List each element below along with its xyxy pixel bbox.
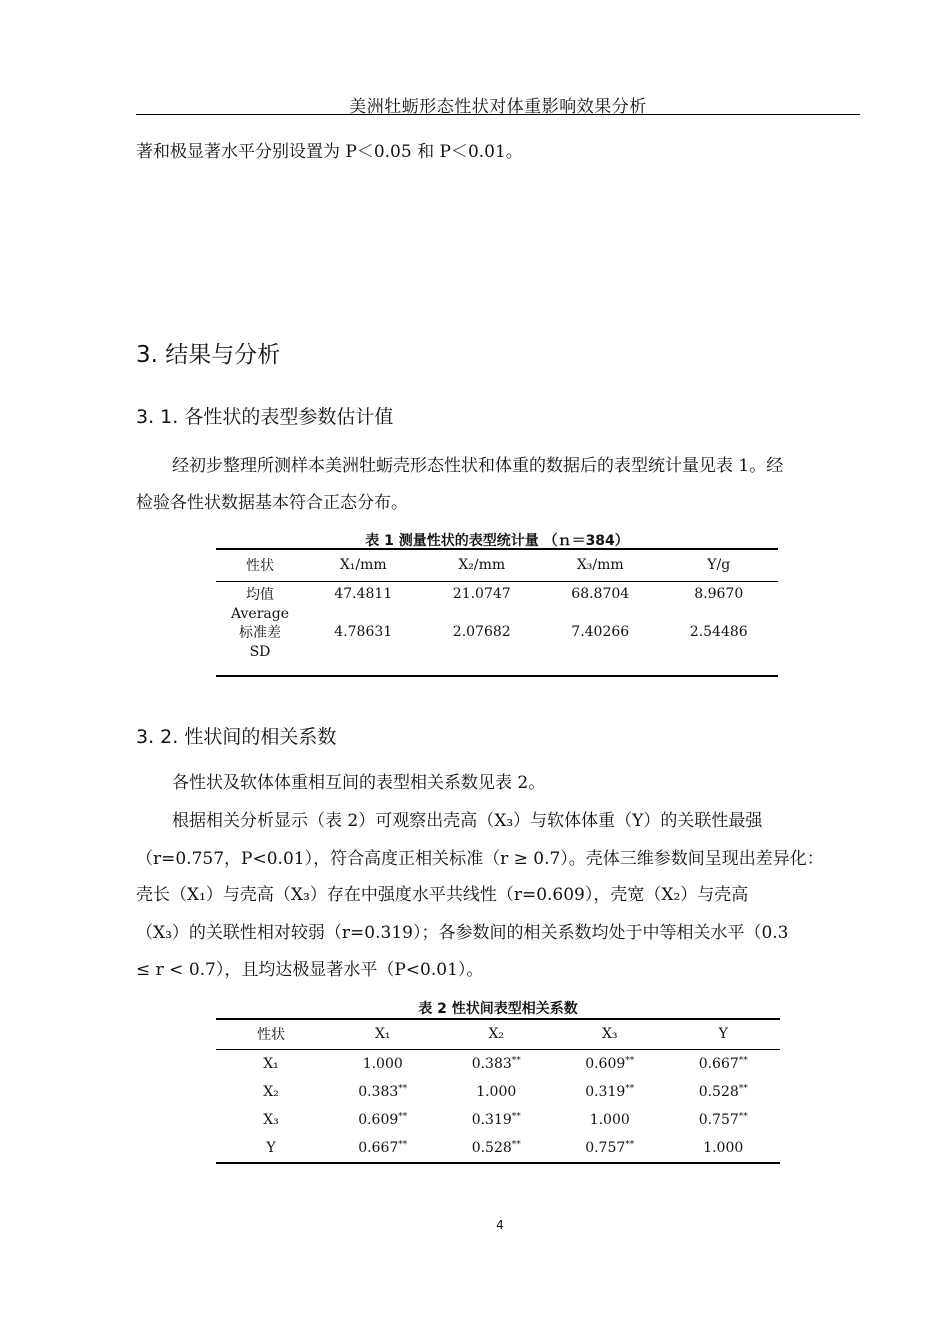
table-cell: 4.78631 bbox=[334, 623, 393, 640]
subsection-heading-3-1: 3. 1. 各性状的表型参数估计值 bbox=[136, 406, 394, 428]
table-cell: 21.0747 bbox=[452, 585, 511, 602]
table-cell: 0.609** bbox=[358, 1112, 408, 1129]
column-header: Y/g bbox=[707, 557, 731, 574]
paragraph-line: 经初步整理所测样本美洲牡蛎壳形态性状和体重的数据后的表型统计量见表 1。经 bbox=[172, 456, 784, 476]
table-cell: 0.609** bbox=[585, 1055, 635, 1072]
table-row bbox=[216, 581, 778, 624]
column-header: X₂/mm bbox=[458, 557, 506, 574]
section-heading: 3. 结果与分析 bbox=[136, 342, 281, 368]
table-row bbox=[216, 1135, 780, 1164]
column-header: X₁ bbox=[374, 1026, 391, 1043]
table-cell: 0.319** bbox=[471, 1112, 521, 1129]
table2-correlation-matrix bbox=[216, 1018, 780, 1164]
table-cell: 0.528** bbox=[471, 1140, 521, 1157]
significance-mark: ** bbox=[738, 1055, 748, 1066]
table-cell: 1.000 bbox=[362, 1055, 403, 1072]
significance-mark: ** bbox=[738, 1083, 748, 1094]
paragraph-line: （X₃）的关联性相对较弱（r=0.319）；各参数间的相关系数均处于中等相关水平（0.3 bbox=[136, 923, 789, 943]
table-header-row bbox=[216, 1019, 780, 1049]
column-header: 性状 bbox=[246, 558, 274, 575]
significance-mark: ** bbox=[511, 1055, 521, 1066]
column-header: Y bbox=[718, 1026, 728, 1043]
table-cell: 1.000 bbox=[476, 1083, 517, 1100]
table-row bbox=[216, 1078, 780, 1107]
table-cell: 0.667** bbox=[358, 1140, 408, 1157]
significance-mark: ** bbox=[625, 1083, 635, 1094]
paragraph-line: （r=0.757，P<0.01），符合高度正相关标准（r ≥ 0.7）。壳体三维参数间呈现出差异化： bbox=[136, 849, 824, 869]
table-cell: 68.8704 bbox=[571, 585, 630, 602]
page-number: 4 bbox=[496, 1218, 504, 1232]
table-row bbox=[216, 1106, 780, 1135]
table-cell: 1.000 bbox=[703, 1140, 744, 1157]
table-cell: 0.667** bbox=[698, 1055, 748, 1072]
table-cell: 8.9670 bbox=[694, 585, 744, 602]
table-cell: 0.757** bbox=[585, 1140, 635, 1157]
table-cell: 0.383** bbox=[471, 1055, 521, 1072]
significance-mark: ** bbox=[511, 1112, 521, 1123]
table-cell: 1.000 bbox=[589, 1112, 630, 1129]
row-label-cn: 均值 bbox=[246, 586, 274, 603]
table-cell: 2.07682 bbox=[452, 623, 511, 640]
column-header: X₃/mm bbox=[576, 557, 624, 574]
table1-caption: 表 1 测量性状的表型统计量 （ｎ＝384） bbox=[365, 533, 629, 549]
row-label-en: Average bbox=[230, 605, 290, 622]
row-label: X₃ bbox=[263, 1112, 279, 1129]
table-cell: 0.383** bbox=[358, 1083, 408, 1100]
table-cell: 0.528** bbox=[698, 1083, 748, 1100]
significance-mark: ** bbox=[511, 1140, 521, 1151]
table-cell: 2.54486 bbox=[689, 623, 748, 640]
significance-mark: ** bbox=[398, 1112, 408, 1123]
paragraph-line: 根据相关分析显示（表 2）可观察出壳高（X₃）与软体体重（Y）的关联性最强 bbox=[172, 811, 763, 831]
significance-mark: ** bbox=[625, 1140, 635, 1151]
significance-mark: ** bbox=[625, 1055, 635, 1066]
table-cell: 7.40266 bbox=[571, 623, 630, 640]
column-header: X₃ bbox=[601, 1026, 618, 1043]
table-row bbox=[216, 624, 778, 676]
column-header: X₁/mm bbox=[339, 557, 387, 574]
paragraph-line: ≤ r < 0.7），且均达极显著水平（P<0.01）。 bbox=[136, 960, 484, 980]
table-cell: 0.319** bbox=[585, 1083, 635, 1100]
row-label: X₁ bbox=[263, 1055, 279, 1072]
row-label bbox=[216, 624, 304, 676]
significance-mark: ** bbox=[398, 1140, 408, 1151]
subsection-heading-3-2: 3. 2. 性状间的相关系数 bbox=[136, 726, 337, 748]
running-title: 美洲牡蛎形态性状对体重影响效果分析 bbox=[349, 97, 647, 117]
table2-caption: 表 2 性状间表型相关系数 bbox=[418, 1001, 578, 1017]
row-label: Y bbox=[266, 1140, 276, 1157]
row-label bbox=[216, 581, 304, 624]
table-cell: 0.757** bbox=[698, 1112, 748, 1129]
table-cell: 47.4811 bbox=[334, 585, 393, 602]
table1-phenotype-stats bbox=[216, 548, 778, 677]
row-label: X₂ bbox=[263, 1083, 279, 1100]
row-label-cn: 标准差 bbox=[239, 624, 281, 641]
table-header-row bbox=[216, 549, 778, 581]
paragraph-line: 壳长（X₁）与壳高（X₃）存在中强度水平共线性（r=0.609），壳宽（X₂）与壳高 bbox=[136, 885, 749, 905]
significance-mark: ** bbox=[398, 1083, 408, 1094]
column-header: 性状 bbox=[257, 1027, 285, 1044]
paragraph-line: 各性状及软体体重相互间的表型相关系数见表 2。 bbox=[172, 773, 546, 793]
header-rule bbox=[136, 114, 860, 115]
significance-mark: ** bbox=[738, 1112, 748, 1123]
paragraph-line: 检验各性状数据基本符合正态分布。 bbox=[136, 493, 408, 513]
continuation-text: 著和极显著水平分别设置为 P＜0.05 和 P＜0.01。 bbox=[136, 142, 523, 162]
row-label-en: SD bbox=[249, 643, 271, 660]
table-row bbox=[216, 1049, 780, 1078]
column-header: X₂ bbox=[488, 1026, 505, 1043]
